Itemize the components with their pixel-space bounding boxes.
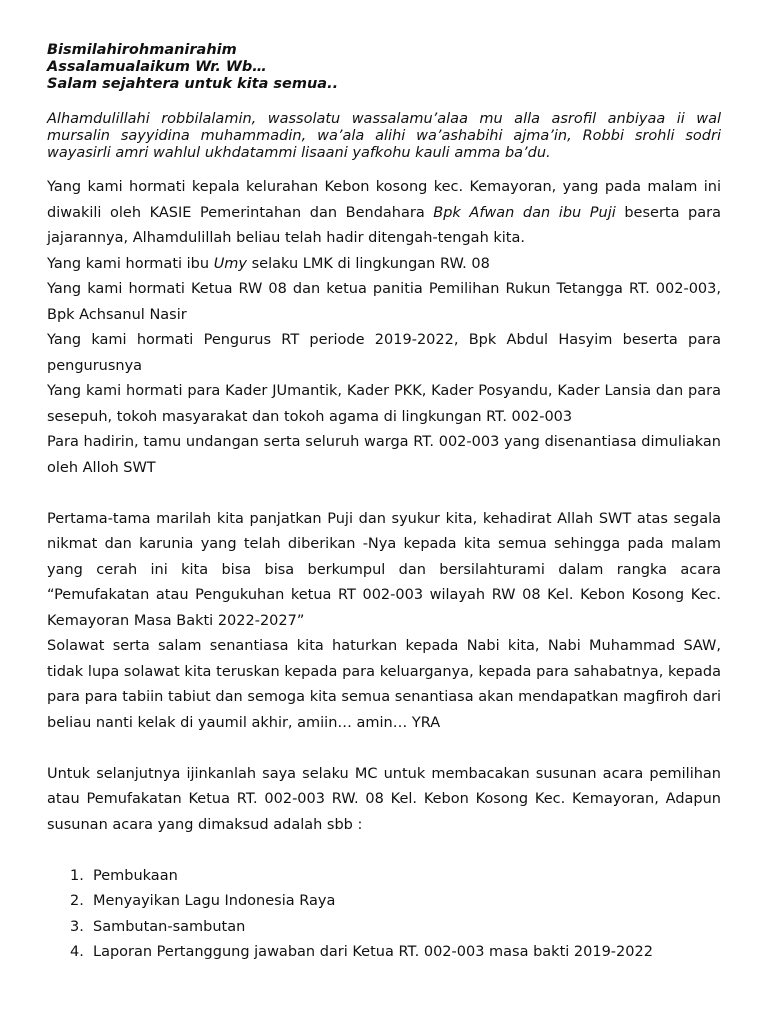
opening-solawat: Solawat serta salam senantiasa kita haturkan kepada Nabi kita, Nabi Muhammad SAW, tidak lupa solawat kita teruskan kepada para keluarganya, kepada para sahabatnya, kepada para para tabiin tabiut dan semoga kita semua senantiasa akan mendapatkan magfiroh dari beliau nanti kelak di yaumil akhir, amiin… amin… YRA bbox=[47, 638, 721, 731]
honorific-lmk-name: Umy bbox=[213, 255, 248, 272]
honorific-lmk bbox=[47, 252, 721, 278]
agenda-item-text: Laporan Pertanggung jawaban dari Ketua RT. 002-003 masa bakti 2019-2022 bbox=[93, 944, 653, 960]
opening-gratitude: Pertama-tama marilah kita panjatkan Puji dan syukur kita, kehadirat Allah SWT atas segala nikmat dan karunia yang telah diberikan -Nya kepada kita semua sehingga pada malam yang cerah ini kita bisa bisa berkumpul dan bersilahturami dalam rangka acara “Pemufakatan atau Pengukuhan ketua RT 002-003 wilayah RW 08 Kel. Kebon Kosong Kec. Kemayoran Masa Bakti 2022-2027” bbox=[47, 510, 721, 629]
honorific-kader: Yang kami hormati para Kader JUmantik, Kader PKK, Kader Posyandu, Kader Lansia dan para sesepuh, tokoh masyarakat dan tokoh agama di lingkungan RT. 002-003 bbox=[47, 383, 721, 425]
agenda-item-text: Menyayikan Lagu Indonesia Raya bbox=[93, 893, 336, 909]
honorific-rt-pengurus: Yang kami hormati Pengurus RT periode 2019-2022, Bpk Abdul Hasyim beserta para pengurusnya bbox=[47, 332, 721, 374]
agenda-item-number: 2. bbox=[70, 893, 84, 909]
greeting-basmalah: Bismilahirohmanirahim bbox=[47, 42, 237, 58]
paragraph-gap bbox=[47, 736, 721, 762]
agenda-item bbox=[47, 915, 721, 941]
honorific-lmk-pre: Yang kami hormati ibu bbox=[47, 255, 214, 272]
agenda-intro: Untuk selanjutnya ijinkanlah saya selaku MC untuk membacakan susunan acara pemilihan atau Pemufakatan Ketua RT. 002-003 RW. 08 Kel. Kebon Kosong Kec. Kemayoran, Adapun susunan acara yang dimaksud adalah sbb : bbox=[47, 765, 721, 833]
agenda-item-number: 4. bbox=[70, 944, 84, 960]
agenda-item bbox=[47, 889, 721, 915]
agenda-item bbox=[47, 940, 721, 966]
honorific-kelurahan-names: Bpk Afwan dan ibu Puji bbox=[433, 204, 616, 221]
honorific-lmk-post: selaku LMK di lingkungan RW. 08 bbox=[247, 255, 490, 272]
agenda-list bbox=[47, 864, 721, 966]
paragraph-gap bbox=[47, 481, 721, 507]
honorific-rw: Yang kami hormati Ketua RW 08 dan ketua panitia Pemilihan Rukun Tetangga RT. 002-003, Bpk Achsanul Nasir bbox=[47, 281, 721, 323]
honorific-kelurahan-post: beserta para jajarannya, Alhamdulillah beliau telah hadir ditengah-tengah kita. bbox=[47, 204, 721, 246]
honorific-kelurahan-pre: Yang kami hormati kepala kelurahan Kebon kosong kec. Kemayoran, yang pada malam ini diwakili oleh KASIE Pemerintahan dan Bendahara bbox=[47, 179, 721, 221]
greeting-sejahtera: Salam sejahtera untuk kita semua.. bbox=[47, 76, 339, 92]
agenda-item bbox=[47, 864, 721, 890]
honorific-kelurahan bbox=[47, 175, 721, 252]
agenda-item-text: Pembukaan bbox=[93, 867, 178, 884]
agenda-item-number: 1. bbox=[70, 867, 84, 884]
honorifics-section bbox=[47, 175, 721, 481]
greeting-salam: Assalamualaikum Wr. Wb… bbox=[47, 59, 267, 75]
honorific-hadirin: Para hadirin, tamu undangan serta seluruh warga RT. 002-003 yang disenantiasa dimuliakan oleh Alloh SWT bbox=[47, 434, 721, 476]
agenda-item-text: Sambutan-sambutan bbox=[93, 918, 246, 935]
opening-prayer: Alhamdulillahi robbilalamin, wassolatu wassalamu’alaa mu alla asrofil anbiyaa ii wal mursalin sayyidina muhammadin, wa’ala alihi wa’ashabihi ajma’in, Robbi srohli sodri wayasirli amri wahlul ukhdatammi lisaani yafkohu kauli amma ba’du. bbox=[47, 111, 721, 161]
paragraph-gap bbox=[47, 838, 721, 864]
document-page bbox=[47, 42, 721, 966]
agenda-item-number: 3. bbox=[70, 918, 84, 935]
